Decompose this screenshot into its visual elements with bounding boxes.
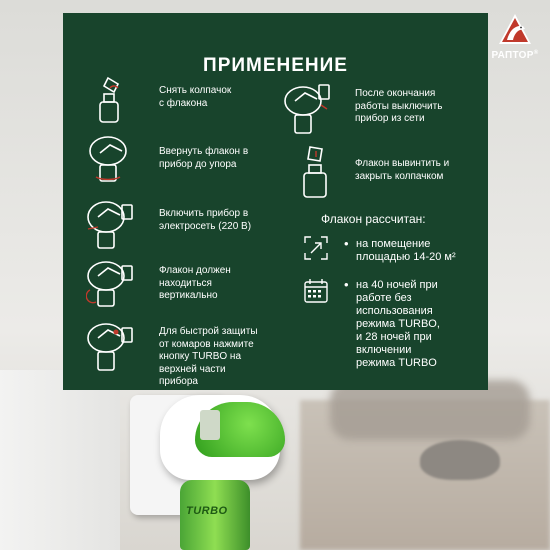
step-text: Ввернуть флакон в прибор до упора bbox=[159, 146, 249, 170]
calendar-icon bbox=[303, 278, 329, 304]
device-unplug-icon bbox=[281, 79, 333, 139]
step-text: Флакон вывинтить и закрыть колпачком bbox=[355, 158, 450, 182]
device-vertical-icon bbox=[86, 256, 136, 312]
bullet: • bbox=[344, 277, 349, 292]
page-title: ПРИМЕНЕНИЕ bbox=[203, 55, 348, 76]
step-text: Снять колпачок с флакона bbox=[159, 85, 232, 109]
bottle-with-cap-icon bbox=[90, 76, 130, 126]
raptor-logo-icon bbox=[498, 13, 532, 45]
info-text: на 40 ночей при работе без использования режима TURBO, и 28 ночей при включении режима TURBO bbox=[356, 279, 440, 369]
device-screw-in-icon bbox=[86, 133, 134, 185]
brand-logo bbox=[480, 13, 550, 65]
info-title: Флакон рассчитан: bbox=[321, 212, 426, 226]
info-text: на помещение площадью 14-20 м² bbox=[356, 238, 456, 263]
device-indicator-window bbox=[200, 410, 220, 440]
bullet: • bbox=[344, 236, 349, 251]
expand-area-icon bbox=[303, 235, 329, 261]
bottle-label: TURBO bbox=[186, 505, 228, 517]
device-turbo-icon bbox=[86, 316, 136, 376]
blurred-pouf bbox=[420, 440, 500, 480]
step-text: Флакон должен находиться вертикально bbox=[159, 265, 231, 301]
step-text: После окончания работы выключить прибор из сети bbox=[355, 88, 443, 124]
step-text: Включить прибор в электросеть (220 В) bbox=[159, 208, 252, 232]
bottle-close-icon bbox=[296, 143, 336, 201]
wall-corner bbox=[0, 370, 120, 550]
step-text: Для быстрой защиты от комаров нажмите кнопку TURBO на верхней части прибора bbox=[159, 326, 258, 387]
instructions-panel bbox=[63, 13, 539, 390]
device-plug-in-icon bbox=[86, 195, 136, 251]
brand-name: РАПТОР® bbox=[491, 50, 539, 61]
